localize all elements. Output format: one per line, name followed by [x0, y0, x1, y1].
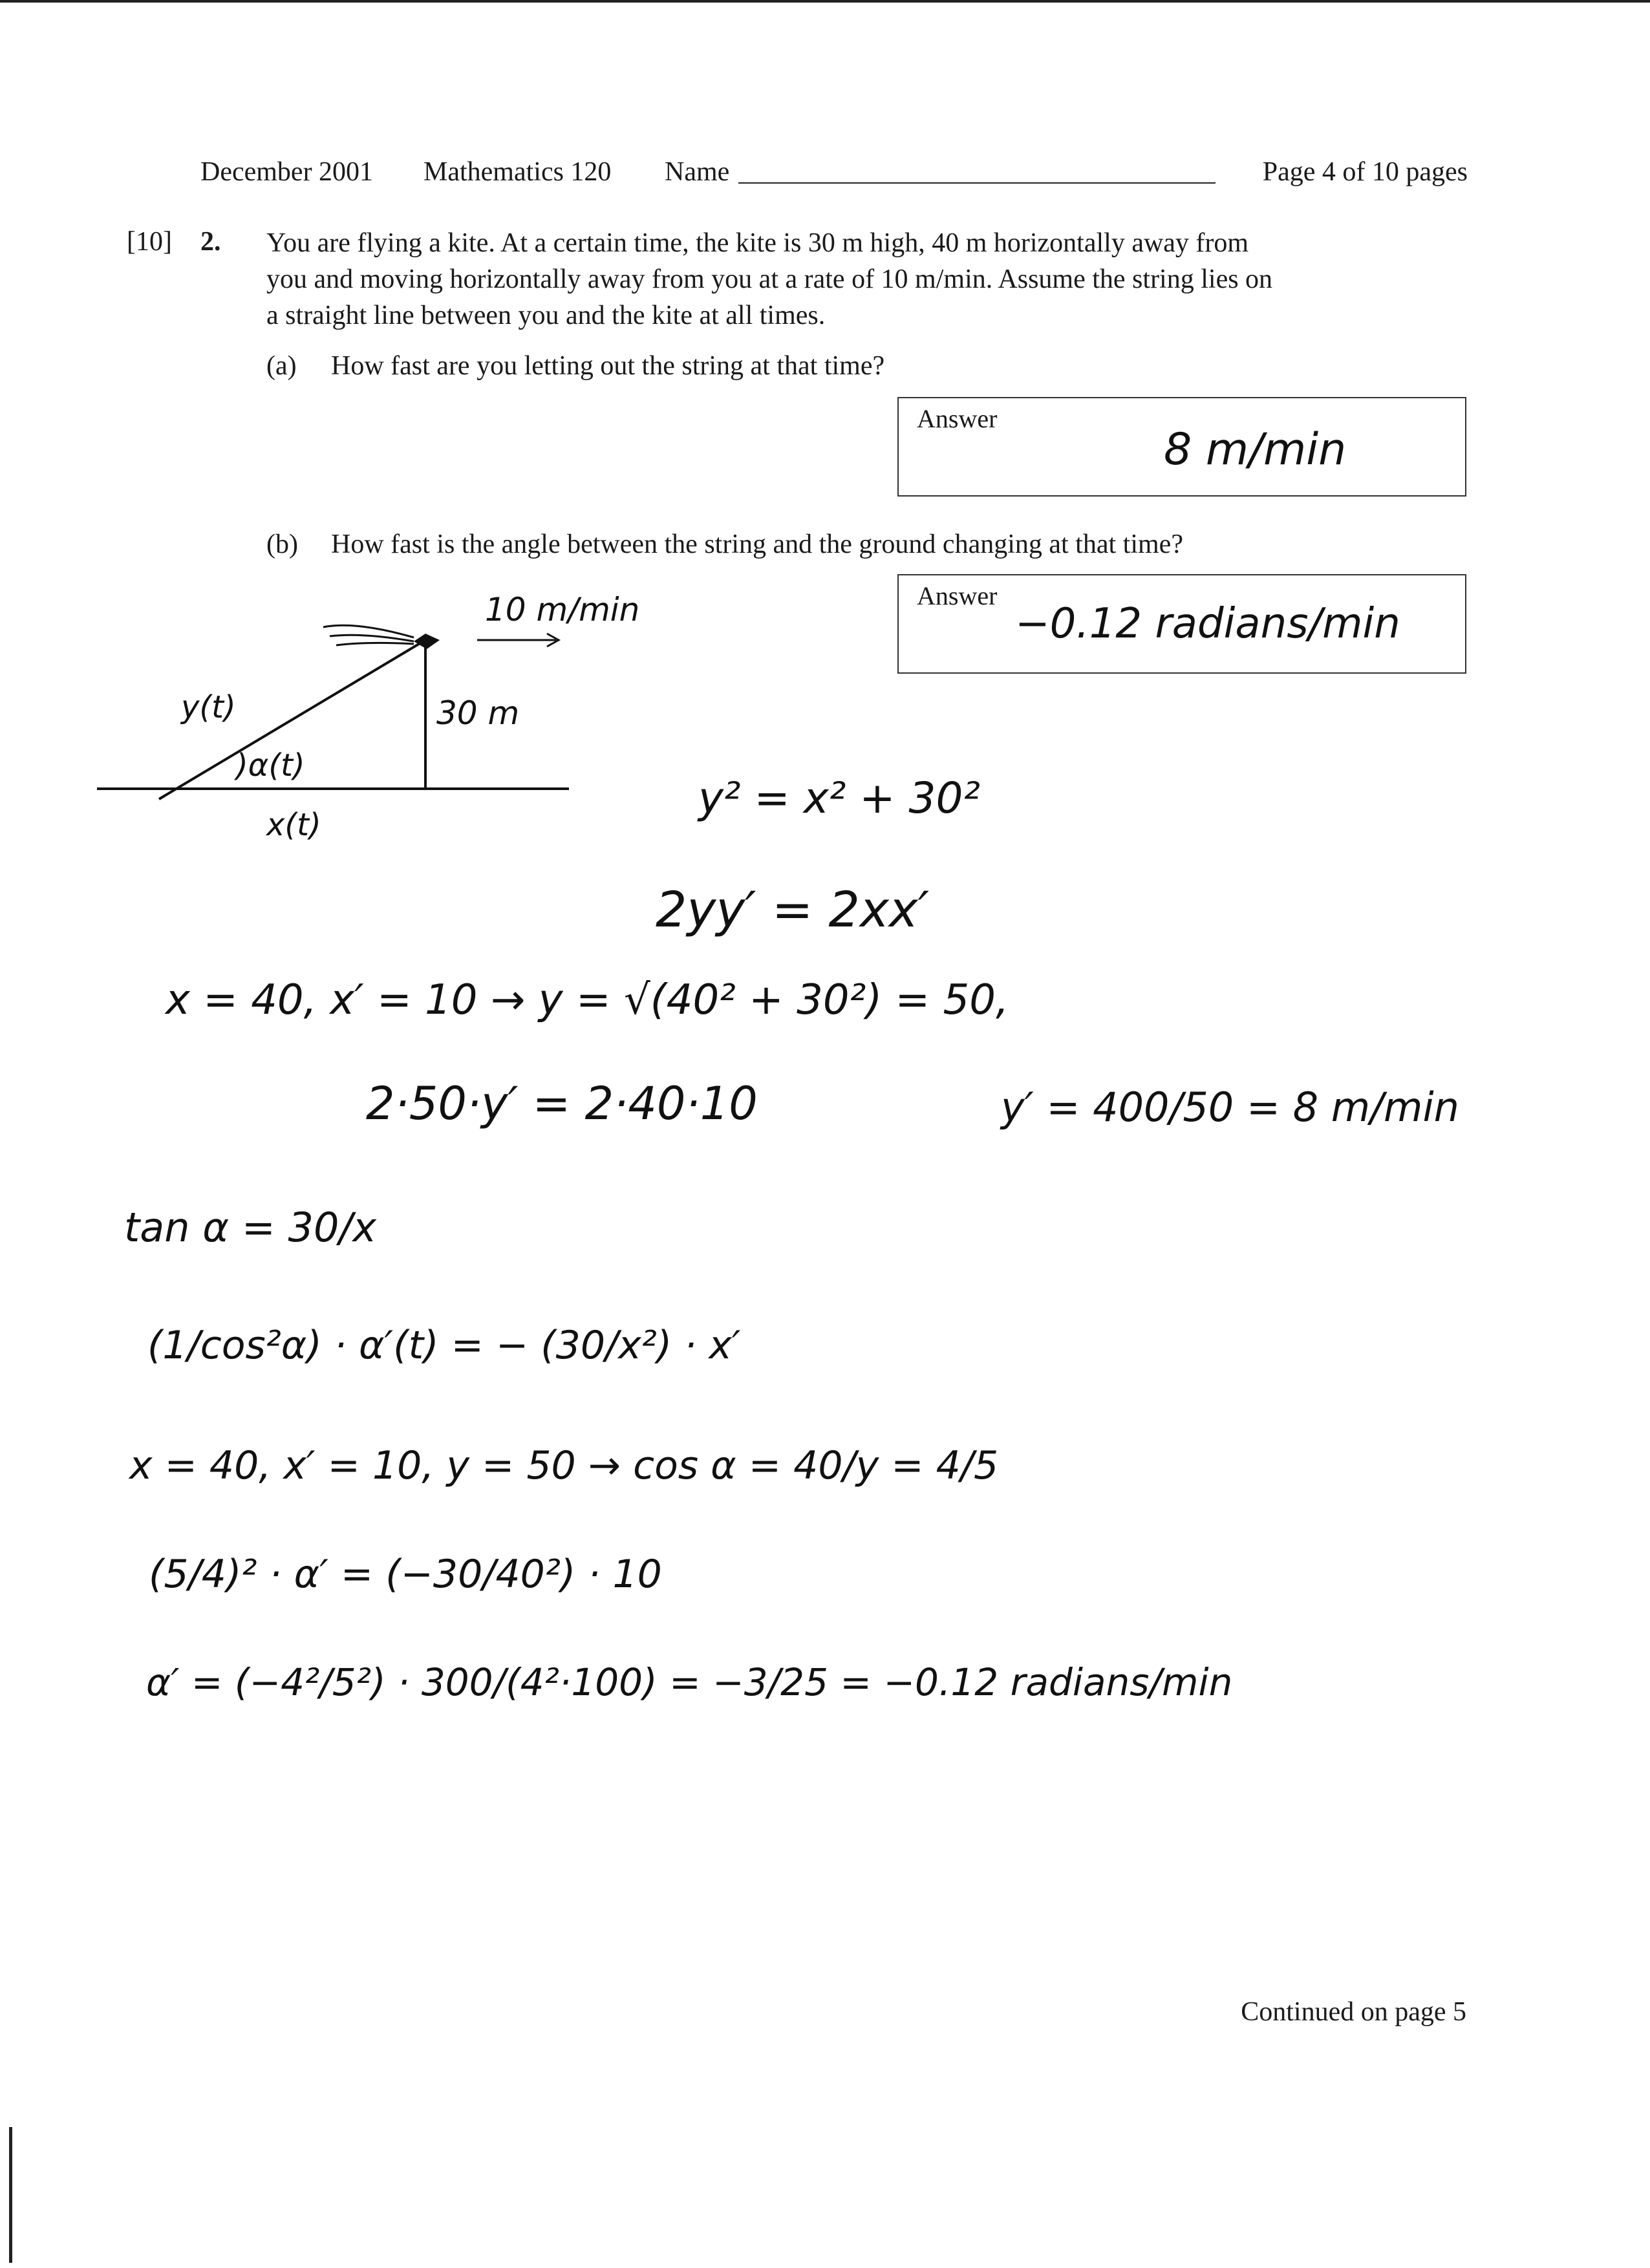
part-a-label: (a)	[266, 351, 297, 381]
height-label: 30 m	[436, 694, 520, 732]
question-text	[266, 225, 1469, 334]
work-equation: 2·50·y′ = 2·40·10	[366, 1077, 758, 1130]
work-equation: 2yy′ = 2xx′	[656, 881, 930, 938]
angle-label: )α(t)	[236, 747, 305, 784]
top-border-rule	[0, 0, 1650, 3]
answer-label: Answer	[917, 404, 998, 433]
speed-label: 10 m/min	[485, 591, 640, 628]
scan-edge-mark	[9, 2127, 12, 2263]
part-b-label: (b)	[266, 530, 298, 559]
question-points: [10]	[127, 227, 172, 257]
page-header	[200, 156, 1468, 195]
work-equation: x = 40, x′ = 10, y = 50 → cos α = 40/y = 4/5	[129, 1443, 999, 1488]
ground-label: x(t)	[266, 807, 321, 843]
work-equation: α′ = (−4²/5²) · 300/(4²·100) = −3/25 = −0.12 radians/min	[146, 1660, 1233, 1704]
work-equation: y′ = 400/50 = 8 m/min	[1001, 1084, 1459, 1131]
name-blank-line	[738, 182, 1216, 184]
question-line: You are flying a kite. At a certain time, the kite is 30 m high, 40 m horizontally away from	[266, 228, 1249, 258]
answer-box-a	[897, 397, 1466, 497]
arrow-icon	[477, 634, 559, 647]
question-line: a straight line between you and the kite at all times.	[266, 301, 826, 330]
part-b-text: How fast is the angle between the string and the ground changing at that time?	[331, 530, 1183, 559]
exam-date: December 2001	[200, 157, 374, 187]
answer-a-value: 8 m/min	[1164, 424, 1347, 475]
part-a	[266, 350, 884, 381]
kite-diagram	[91, 582, 640, 853]
work-equation: x = 40, x′ = 10 → y = √(40² + 30²) = 50,	[166, 976, 1009, 1024]
answer-box-b	[897, 574, 1466, 674]
question-line: you and moving horizontally away from you at a rate of 10 m/min. Assume the string lies on	[266, 264, 1273, 294]
course-title: Mathematics 120	[423, 157, 612, 187]
name-label: Name	[665, 157, 730, 187]
question-number: 2.	[200, 227, 221, 257]
part-a-text: How fast are you letting out the string at that time?	[331, 351, 885, 381]
work-equation: tan α = 30/x	[124, 1204, 377, 1251]
answer-label: Answer	[917, 581, 998, 610]
continued-note: Continued on page 5	[1241, 1997, 1466, 2027]
work-equation: y² = x² + 30²	[698, 773, 980, 823]
work-equation: (5/4)² · α′ = (−30/40²) · 10	[149, 1552, 662, 1597]
kite-icon	[323, 625, 440, 649]
work-equation: (1/cos²α) · α′(t) = − (30/x²) · x′	[147, 1323, 741, 1368]
part-b	[266, 529, 1183, 560]
string-label: y(t)	[181, 689, 236, 725]
answer-b-value: −0.12 radians/min	[1015, 600, 1400, 648]
page-number: Page 4 of 10 pages	[1262, 157, 1468, 187]
